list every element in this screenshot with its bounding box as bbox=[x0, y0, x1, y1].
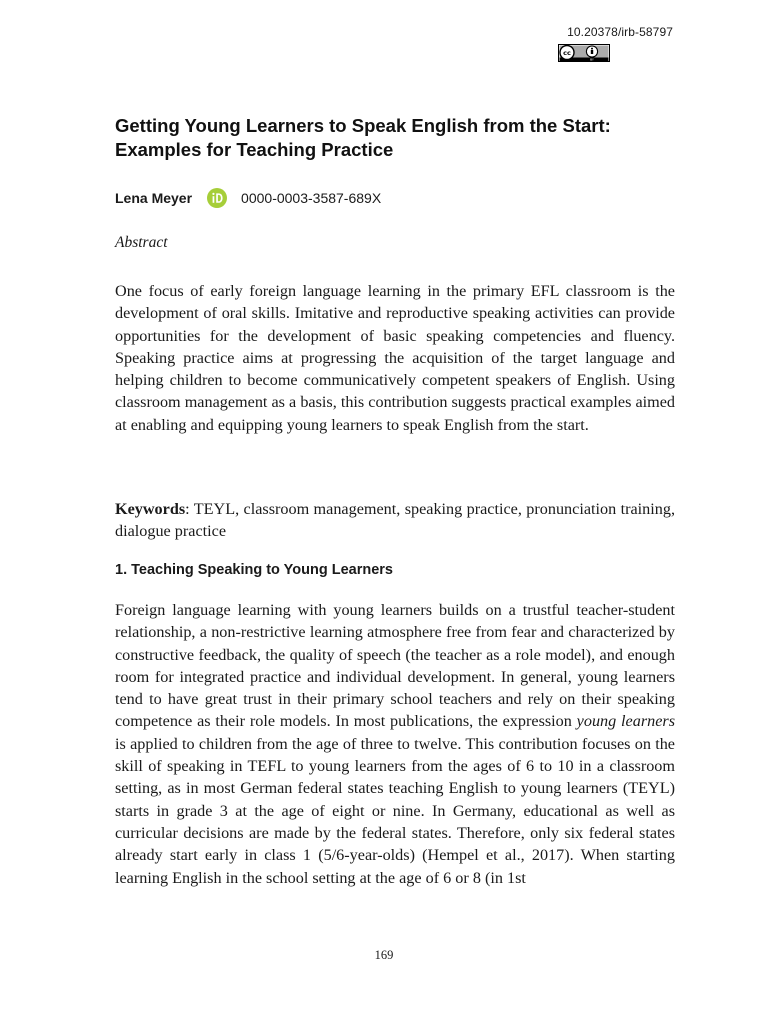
abstract-heading: Abstract bbox=[115, 234, 168, 251]
abstract-text: One focus of early foreign language learning in the primary EFL classroom is the development of oral skills. Imitative and reproductive speaking activities can provide opportunities for the development of basic speaking competencies and fluency. Speaking practice aims at progressing the acquisition of the target language and helping children to become communicatively competent speakers of English. Using classroom management as a basis, this contribution suggests practical examples aimed at enabling and equipping young learners to speak English from the start. bbox=[115, 282, 675, 434]
keywords-label: Keywords bbox=[115, 500, 186, 518]
svg-text:BY: BY bbox=[590, 57, 594, 62]
orcid-id[interactable]: 0000-0003-3587-689X bbox=[241, 190, 382, 206]
body-text-italic-term: young learners bbox=[576, 712, 675, 731]
svg-text:cc: cc bbox=[563, 49, 571, 57]
author-name: Lena Meyer bbox=[115, 190, 193, 206]
author-line bbox=[115, 187, 381, 209]
section-heading: 1. Teaching Speaking to Young Learners bbox=[115, 562, 393, 578]
keywords-line bbox=[115, 498, 675, 543]
keywords-text: : TEYL, classroom management, speaking practice, pronunciation training, dialogue practice bbox=[115, 500, 675, 541]
body-paragraph bbox=[115, 599, 675, 889]
article-title: Getting Young Learners to Speak English from the Start: Examples for Teaching Practice bbox=[115, 115, 611, 160]
body-text-part2: is applied to children from the age of three to twelve. This contribution focuses on the skill of speaking in TEFL to young learners from the ages of 6 to 10 in a classroom setting, as in most German federal states teaching English to young learners (TEYL) starts in grade 3 at the age of eight or nine. In Germany, educational as well as curricular decisions are made by the federal states. Therefore, only six federal states already start early in class 1 (5/6-year-olds) (Hempel et al., 2017). When starting learning English in the school setting at the age of 6 or 8 (in 1st bbox=[115, 734, 675, 887]
body-text-part1: Foreign language learning with young learners builds on a trustful teacher-student relationship, a non-restrictive learning atmosphere free from fear and characterized by constructive feedback, the quality of speech (the teacher as a role model), and enough room for integrated practice and individual development. In general, young learners tend to have great trust in their primary school teachers and rely on their speaking competence as their role models. In most publications, the expression bbox=[115, 601, 675, 731]
page-number: 169 bbox=[374, 948, 394, 962]
orcid-icon[interactable] bbox=[207, 188, 227, 208]
doi-link[interactable]: 10.20378/irb-58797 bbox=[567, 25, 673, 39]
cc-by-license-badge[interactable] bbox=[558, 44, 610, 62]
